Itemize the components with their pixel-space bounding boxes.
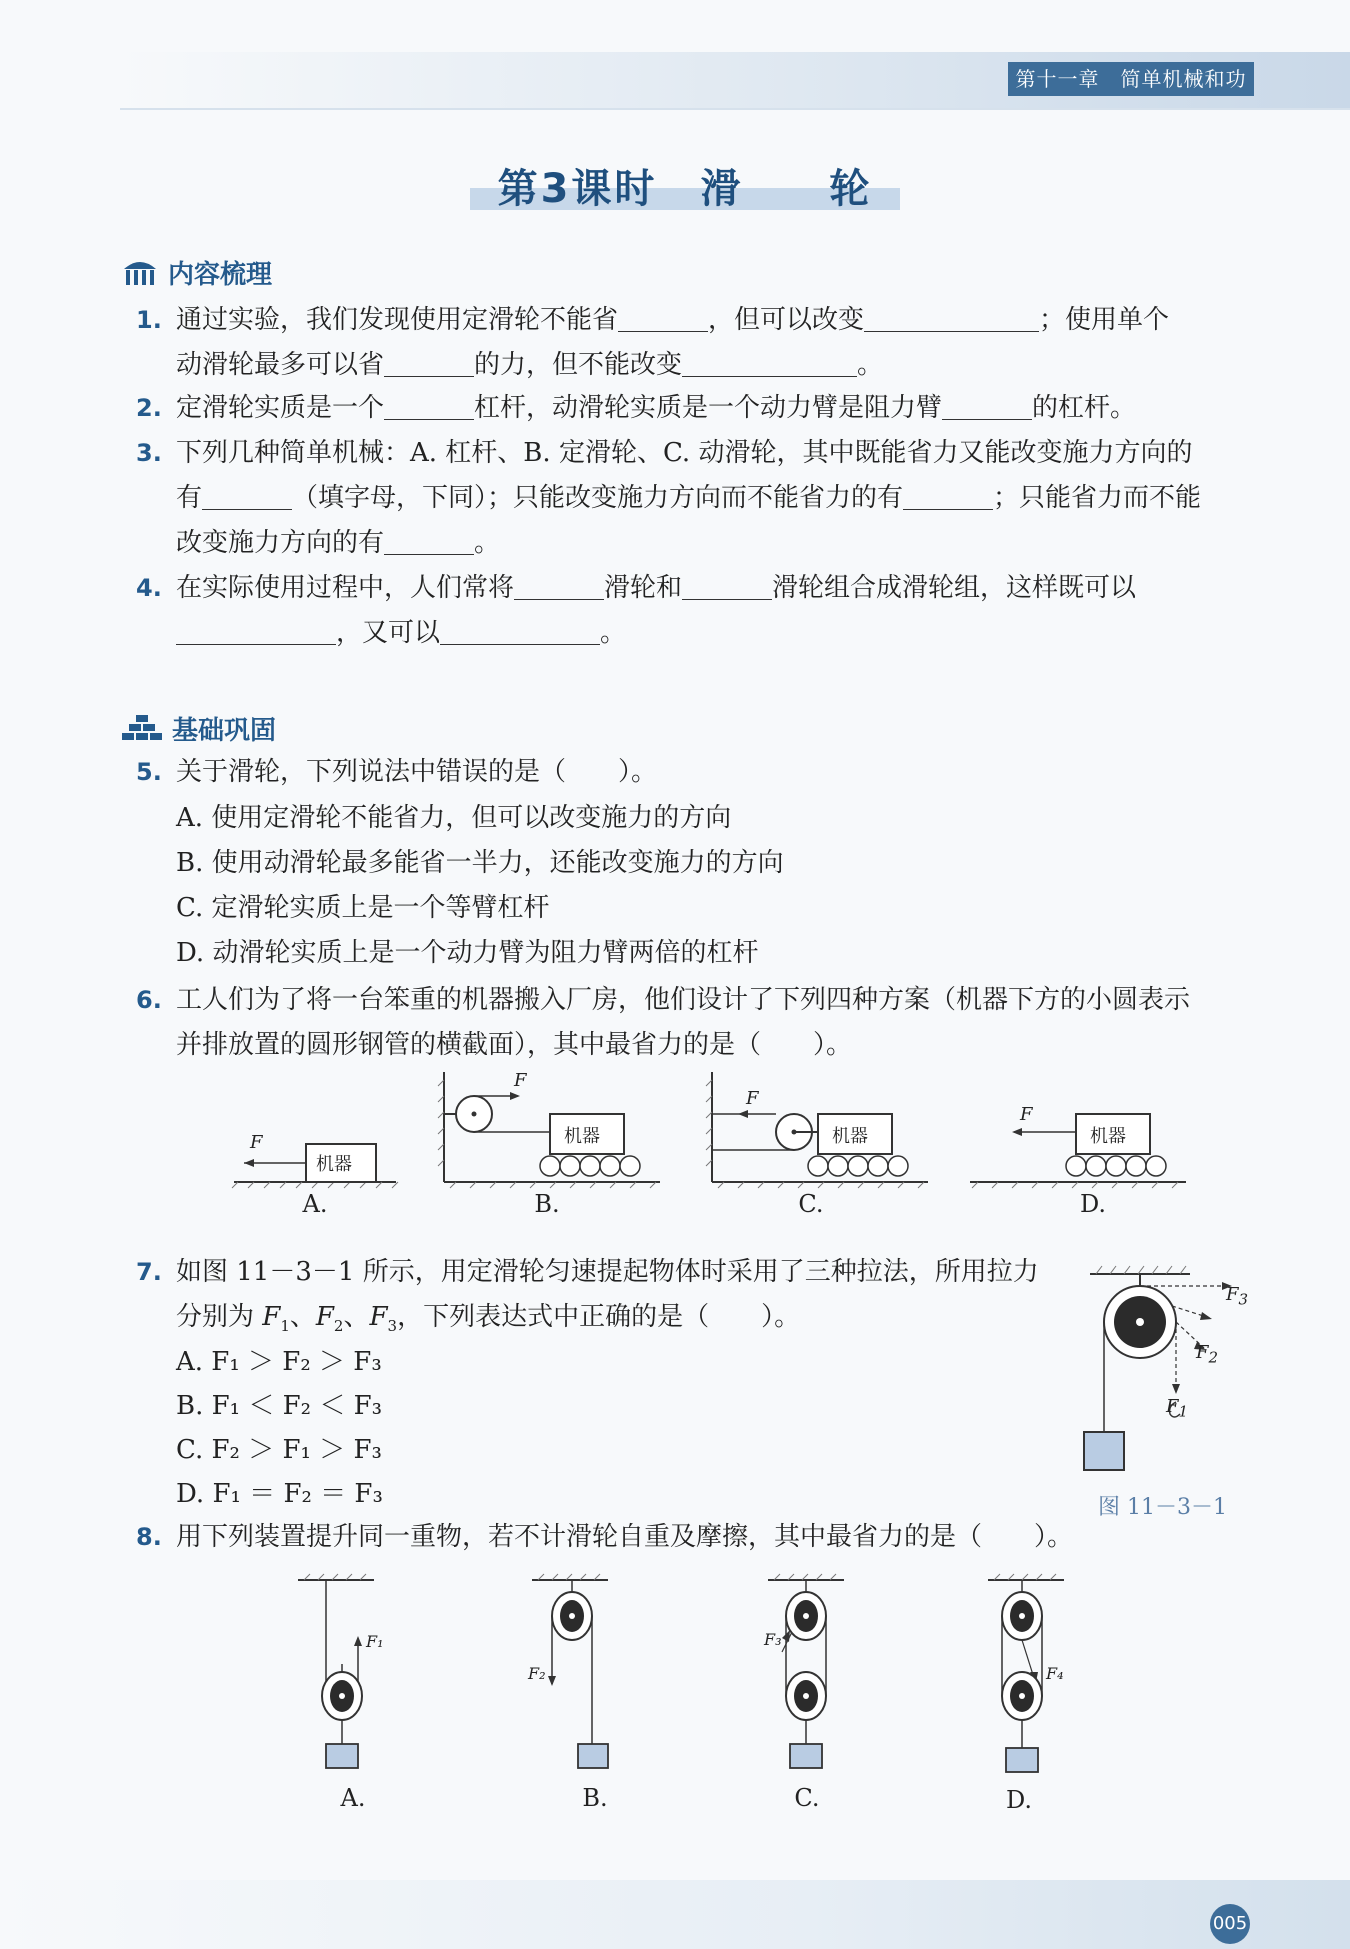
question-8 <box>136 1515 1256 1560</box>
q3-blank-3[interactable] <box>384 524 474 555</box>
lesson-title <box>470 160 900 218</box>
q5-option-c[interactable]: C. 定滑轮实质上是一个等臂杠杆 <box>176 893 550 923</box>
q8-caption-b: B. <box>582 1784 608 1812</box>
q1-text: ，但可以改变 <box>708 305 865 335</box>
q6-caption-c: C. <box>798 1190 824 1218</box>
q2-blank-1[interactable] <box>384 389 474 420</box>
q4-text: 在实际使用过程中，人们常将 <box>176 573 515 603</box>
question-7: 7. 如图 11－3－1 所示，用定滑轮匀速提起物体时采用了三种拉法，所用拉力 分别为 $F_1$、$F_2$、$F_3$，下列表达式中正确的是（ ）。 <box>136 1250 1096 1349</box>
q6-figure-a <box>230 1120 400 1190</box>
q4-text: 滑轮组合成滑轮组，这样既可以 <box>772 573 1137 603</box>
q7-stem-2b: ，下列表达式中正确的是（ ）。 <box>397 1302 801 1332</box>
q8-figure-b <box>528 1572 638 1782</box>
q1-text: ；使用单个 <box>1039 305 1170 335</box>
section-summary-label: 内容梳理 <box>168 259 273 290</box>
q7-number: 7. <box>136 1258 162 1286</box>
q8-figure-c <box>762 1572 872 1782</box>
q8-caption-d: D. <box>1005 1786 1032 1814</box>
q6-caption-b: B. <box>534 1190 560 1218</box>
q7-fig-f3-label: $F_3$ <box>1226 1284 1249 1309</box>
q3-number: 3. <box>136 439 162 467</box>
q4-number: 4. <box>136 574 162 602</box>
q3-blank-1[interactable] <box>202 479 292 510</box>
q8d-force-label: F₄ <box>1046 1664 1064 1683</box>
q6-caption-a: A. <box>302 1190 328 1218</box>
q7-stem-2: 分别为 <box>176 1302 263 1332</box>
q6c-machine-label: 机器 <box>832 1126 868 1147</box>
q8-figure-a <box>296 1572 406 1782</box>
q6d-force-label: F <box>1020 1104 1033 1125</box>
page-number: 005 <box>1210 1904 1250 1944</box>
q4-blank-1[interactable] <box>514 569 604 600</box>
question-3 <box>136 431 1256 566</box>
q1-text: 。 <box>857 350 884 380</box>
q7-f1-name: F <box>262 1302 281 1332</box>
q5-number: 5. <box>136 758 162 786</box>
q7-option-d[interactable]: D. F₁ ＝ F₂ ＝ F₃ <box>176 1479 383 1509</box>
question-5 <box>136 750 1256 795</box>
q3-blank-2[interactable] <box>903 479 993 510</box>
question-6 <box>136 978 1256 1068</box>
q3-text: 改变施力方向的有 <box>176 528 385 558</box>
q2-number: 2. <box>136 394 162 422</box>
q1-blank-2[interactable] <box>864 301 1039 332</box>
q7-figure-caption: 图 11－3－1 <box>1098 1495 1227 1520</box>
q6b-machine-label: 机器 <box>564 1126 600 1147</box>
q5-option-a[interactable]: A. 使用定滑轮不能省力，但可以改变施力的方向 <box>176 803 732 833</box>
bricks-icon <box>122 713 162 743</box>
q2-text: 杠杆，动滑轮实质是一个动力臂是阻力臂 <box>474 393 943 423</box>
q8-figure-d <box>976 1572 1086 1782</box>
q1-blank-1[interactable] <box>618 301 708 332</box>
question-4 <box>136 566 1256 656</box>
q6-caption-d: D. <box>1079 1190 1106 1218</box>
section-basics-label: 基础巩固 <box>172 715 277 746</box>
q4-text: 。 <box>600 618 627 648</box>
q6-figure-c <box>704 1070 930 1190</box>
q3-text: 。 <box>474 528 501 558</box>
q6-figure-d <box>968 1100 1188 1190</box>
q8-caption-c: C. <box>794 1784 820 1812</box>
q7-option-c[interactable]: C. F₂ ＞ F₁ ＞ F₃ <box>176 1435 382 1465</box>
q5-option-d[interactable]: D. 动滑轮实质上是一个动力臂为阻力臂两倍的杠杆 <box>176 938 759 968</box>
chapter-tag: 第十一章 简单机械和功 <box>1008 62 1254 96</box>
q7-f3-sub: 3 <box>387 1317 398 1336</box>
q1-text: 通过实验，我们发现使用定滑轮不能省 <box>176 305 619 335</box>
q3-text: 有 <box>176 483 203 513</box>
q7-pulley-figure <box>1080 1262 1260 1482</box>
q4-text: 滑轮和 <box>604 573 683 603</box>
q8a-force-label: F₁ <box>366 1632 384 1651</box>
q4-blank-4[interactable] <box>440 614 600 645</box>
q1-blank-4[interactable] <box>682 346 857 377</box>
q7-fig-f1-label: $F_1$ <box>1166 1396 1189 1421</box>
q6d-machine-label: 机器 <box>1090 1126 1126 1147</box>
q5-stem: 关于滑轮，下列说法中错误的是（ ）。 <box>176 757 658 787</box>
q6-stem-2: 并排放置的圆形钢管的横截面），其中最省力的是（ ）。 <box>176 1030 853 1060</box>
q8b-force-label: F₂ <box>528 1664 546 1683</box>
q7-f2-sub: 2 <box>333 1317 344 1336</box>
title-text: 第3课时 滑 轮 <box>497 166 873 212</box>
q7-f1-sub: 1 <box>280 1317 290 1336</box>
q6b-force-label: F <box>514 1070 527 1091</box>
q1-text: 动滑轮最多可以省 <box>176 350 385 380</box>
section-summary <box>122 252 272 292</box>
section-basics <box>122 708 276 748</box>
q7-option-b[interactable]: B. F₁ ＜ F₂ ＜ F₃ <box>176 1391 383 1421</box>
q6-stem-1: 工人们为了将一台笨重的机器搬入厂房，他们设计了下列四种方案（机器下方的小圆表示 <box>176 985 1191 1015</box>
q3-text: ；只能省力而不能 <box>993 483 1202 513</box>
q1-text: 的力，但不能改变 <box>474 350 683 380</box>
q4-text: ，又可以 <box>336 618 441 648</box>
header-line <box>120 108 1350 110</box>
q7-option-a[interactable]: A. F₁ ＞ F₂ ＞ F₃ <box>176 1347 382 1377</box>
question-1 <box>136 298 1256 388</box>
q1-number: 1. <box>136 306 162 334</box>
q6-figure-b <box>436 1070 662 1190</box>
q5-option-b[interactable]: B. 使用动滑轮最多能省一半力，还能改变施力的方向 <box>176 848 784 878</box>
q7-f3-name: F <box>369 1302 388 1332</box>
q6a-machine-label: 机器 <box>316 1154 352 1175</box>
q6-number: 6. <box>136 986 162 1014</box>
q8c-force-label: F₃ <box>764 1630 782 1649</box>
q8-number: 8. <box>136 1523 162 1551</box>
question-2 <box>136 386 1256 431</box>
pillars-icon <box>122 257 158 287</box>
q2-blank-2[interactable] <box>942 389 1032 420</box>
q6c-force-label: F <box>746 1088 759 1109</box>
q4-blank-2[interactable] <box>682 569 772 600</box>
q1-blank-3[interactable] <box>384 346 474 377</box>
q2-text: 定滑轮实质是一个 <box>176 393 385 423</box>
q8-stem: 用下列装置提升同一重物，若不计滑轮自重及摩擦，其中最省力的是（ ）。 <box>176 1522 1074 1552</box>
q3-text: （填字母，下同）；只能改变施力方向而不能省力的有 <box>292 483 904 513</box>
q7-fig-f2-label: $F_2$ <box>1196 1342 1219 1367</box>
q4-blank-3[interactable] <box>176 614 336 645</box>
q7-f2-name: F <box>315 1302 334 1332</box>
q3-text: 下列几种简单机械：A. 杠杆、B. 定滑轮、C. 动滑轮，其中既能省力又能改变施力方向的 <box>176 438 1193 468</box>
q2-text: 的杠杆。 <box>1032 393 1137 423</box>
q7-stem-1: 如图 11－3－1 所示，用定滑轮匀速提起物体时采用了三种拉法，所用拉力 <box>176 1257 1039 1287</box>
q6a-force-label: F <box>250 1132 263 1153</box>
q8-caption-a: A. <box>340 1784 366 1812</box>
footer-band <box>0 1880 1350 1949</box>
